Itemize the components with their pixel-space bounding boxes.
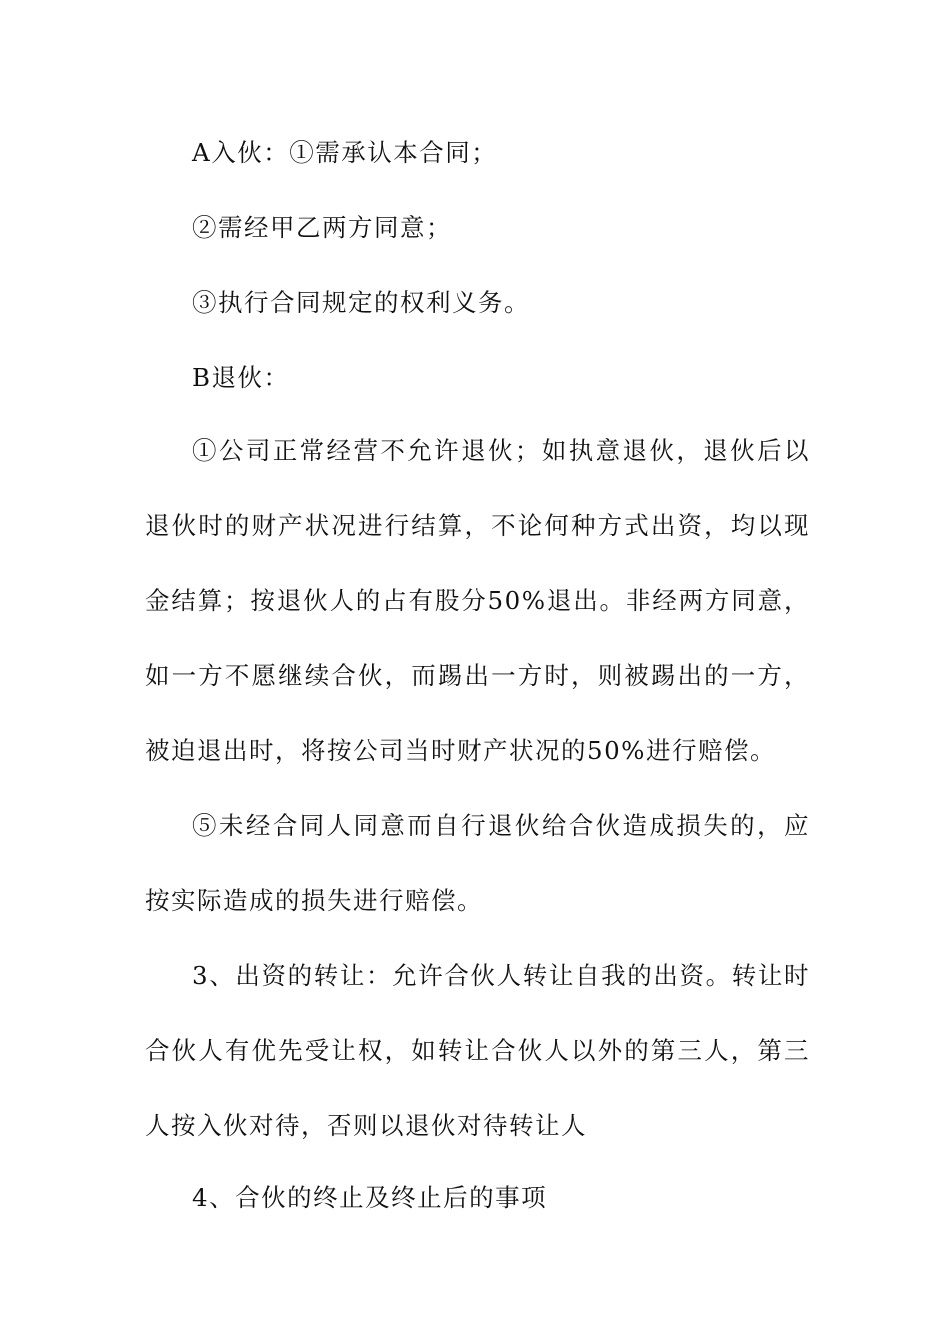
paragraph-termination-heading: 4、合伙的终止及终止后的事项 — [192, 1183, 548, 1212]
paragraph-withdrawal-clause-5: ⑤未经合同人同意而自行退伙给合伙造成损失的，应按实际造成的损失进行赔偿。 — [145, 811, 810, 915]
paragraph-admission-clause-1: A入伙：①需承认本合同； — [192, 138, 498, 167]
paragraph-admission-clause-2: ②需经甲乙两方同意； — [192, 213, 452, 242]
paragraph-admission-clause-3: ③执行合同规定的权利义务。 — [192, 288, 530, 317]
paragraph-transfer-of-capital: 3、出资的转让：允许合伙人转让自我的出资。转让时合伙人有优先受让权，如转让合伙人以外的第三人，第三人按入伙对待，否则以退伙对待转让人 — [145, 961, 810, 1140]
paragraph-withdrawal-clause-1: ①公司正常经营不允许退伙；如执意退伙，退伙后以退伙时的财产状况进行结算，不论何种方式出资，均以现金结算；按退伙人的占有股分50%退出。非经两方同意，如一方不愿继续合伙，而踢出一方时，则被踢出的一方，被迫退出时，将按公司当时财产状况的50%进行赔偿。 — [145, 436, 810, 765]
paragraph-withdrawal-heading: B退伙： — [192, 363, 290, 392]
